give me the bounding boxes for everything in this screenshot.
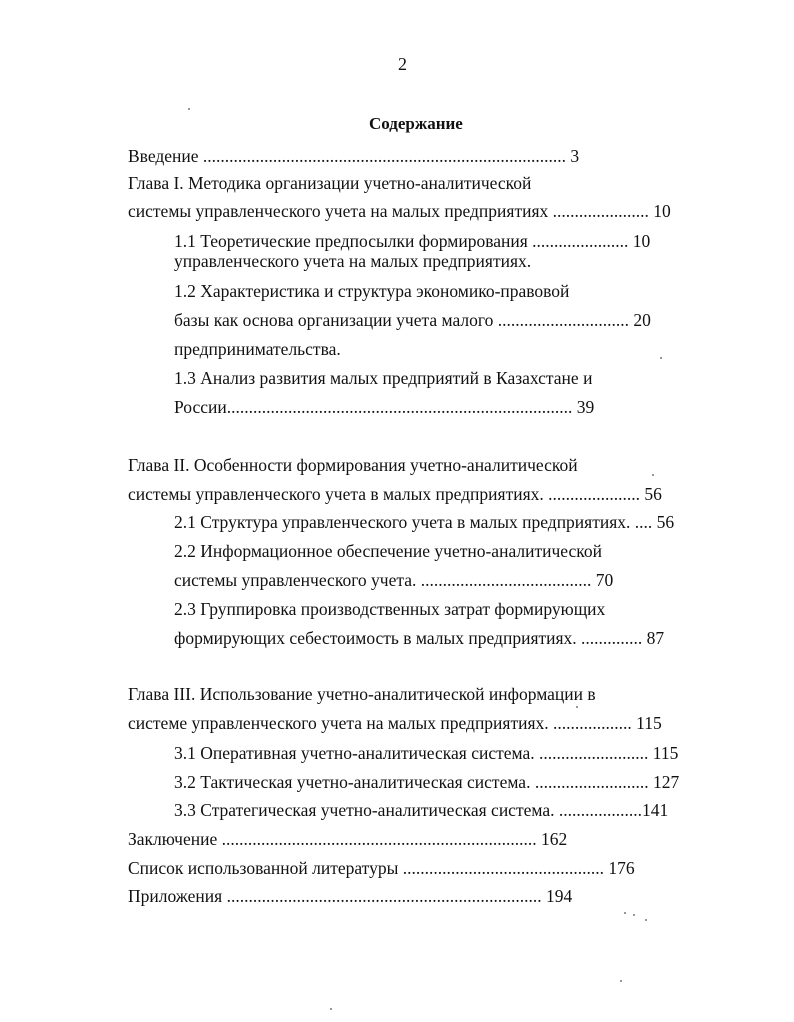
toc-line: Глава II. Особенности формирования учетно-аналитической [128,455,578,475]
toc-line: России............................................................................... 39 [174,397,595,417]
scan-speck [652,474,654,476]
toc-line: Приложения ........................................................................ 194 [128,886,573,906]
toc-line: Глава III. Использование учетно-аналитической информации в [128,684,596,704]
toc-line: Список использованной литературы .............................................. 176 [128,858,635,878]
scan-speck [633,914,635,916]
toc-line: 2.3 Группировка производственных затрат формирующих [174,599,606,619]
toc-line: 1.2 Характеристика и структура экономико-правовой [174,281,570,301]
toc-line: системе управленческого учета на малых предприятиях. .................. 115 [128,713,662,733]
toc-line: 3.2 Тактическая учетно-аналитическая система. .......................... 127 [174,772,680,792]
toc-line: системы управленческого учета. ....................................... 70 [174,570,614,590]
toc-line: 3.1 Оперативная учетно-аналитическая система. ......................... 115 [174,743,679,763]
toc-line: формирующих себестоимость в малых предприятиях. .............. 87 [174,628,665,648]
toc-line: 2.2 Информационное обеспечение учетно-аналитической [174,541,602,561]
toc-line: системы управленческого учета на малых предприятиях ...................... 10 [128,201,671,221]
toc-line: Заключение ........................................................................ 162 [128,829,568,849]
toc-line: Введение ................................................................................... 3 [128,146,580,166]
scan-speck [330,1008,332,1010]
toc-line: базы как основа организации учета малого .............................. 20 [174,310,651,330]
scan-speck [660,357,662,359]
toc-line: управленческого учета на малых предприятиях. [174,251,532,271]
toc-title: Содержание [369,114,463,133]
scan-speck [620,980,622,982]
toc-line: 2.1 Структура управленческого учета в малых предприятиях. .... 56 [174,512,675,532]
scan-speck [624,912,626,914]
toc-line: Глава I. Методика организации учетно-аналитической [128,173,532,193]
toc-line: 3.3 Стратегическая учетно-аналитическая система. ...................141 [174,800,669,820]
toc-line: 1.3 Анализ развития малых предприятий в Казахстане и [174,368,593,388]
scan-speck [576,706,578,708]
page-number: 2 [398,54,407,74]
scan-speck [188,108,190,110]
toc-line: предпринимательства. [174,339,341,359]
toc-line: 1.1 Теоретические предпосылки формирования ...................... 10 [174,231,651,251]
toc-line: системы управленческого учета в малых предприятиях. ..................... 56 [128,484,662,504]
scan-speck [645,919,647,921]
